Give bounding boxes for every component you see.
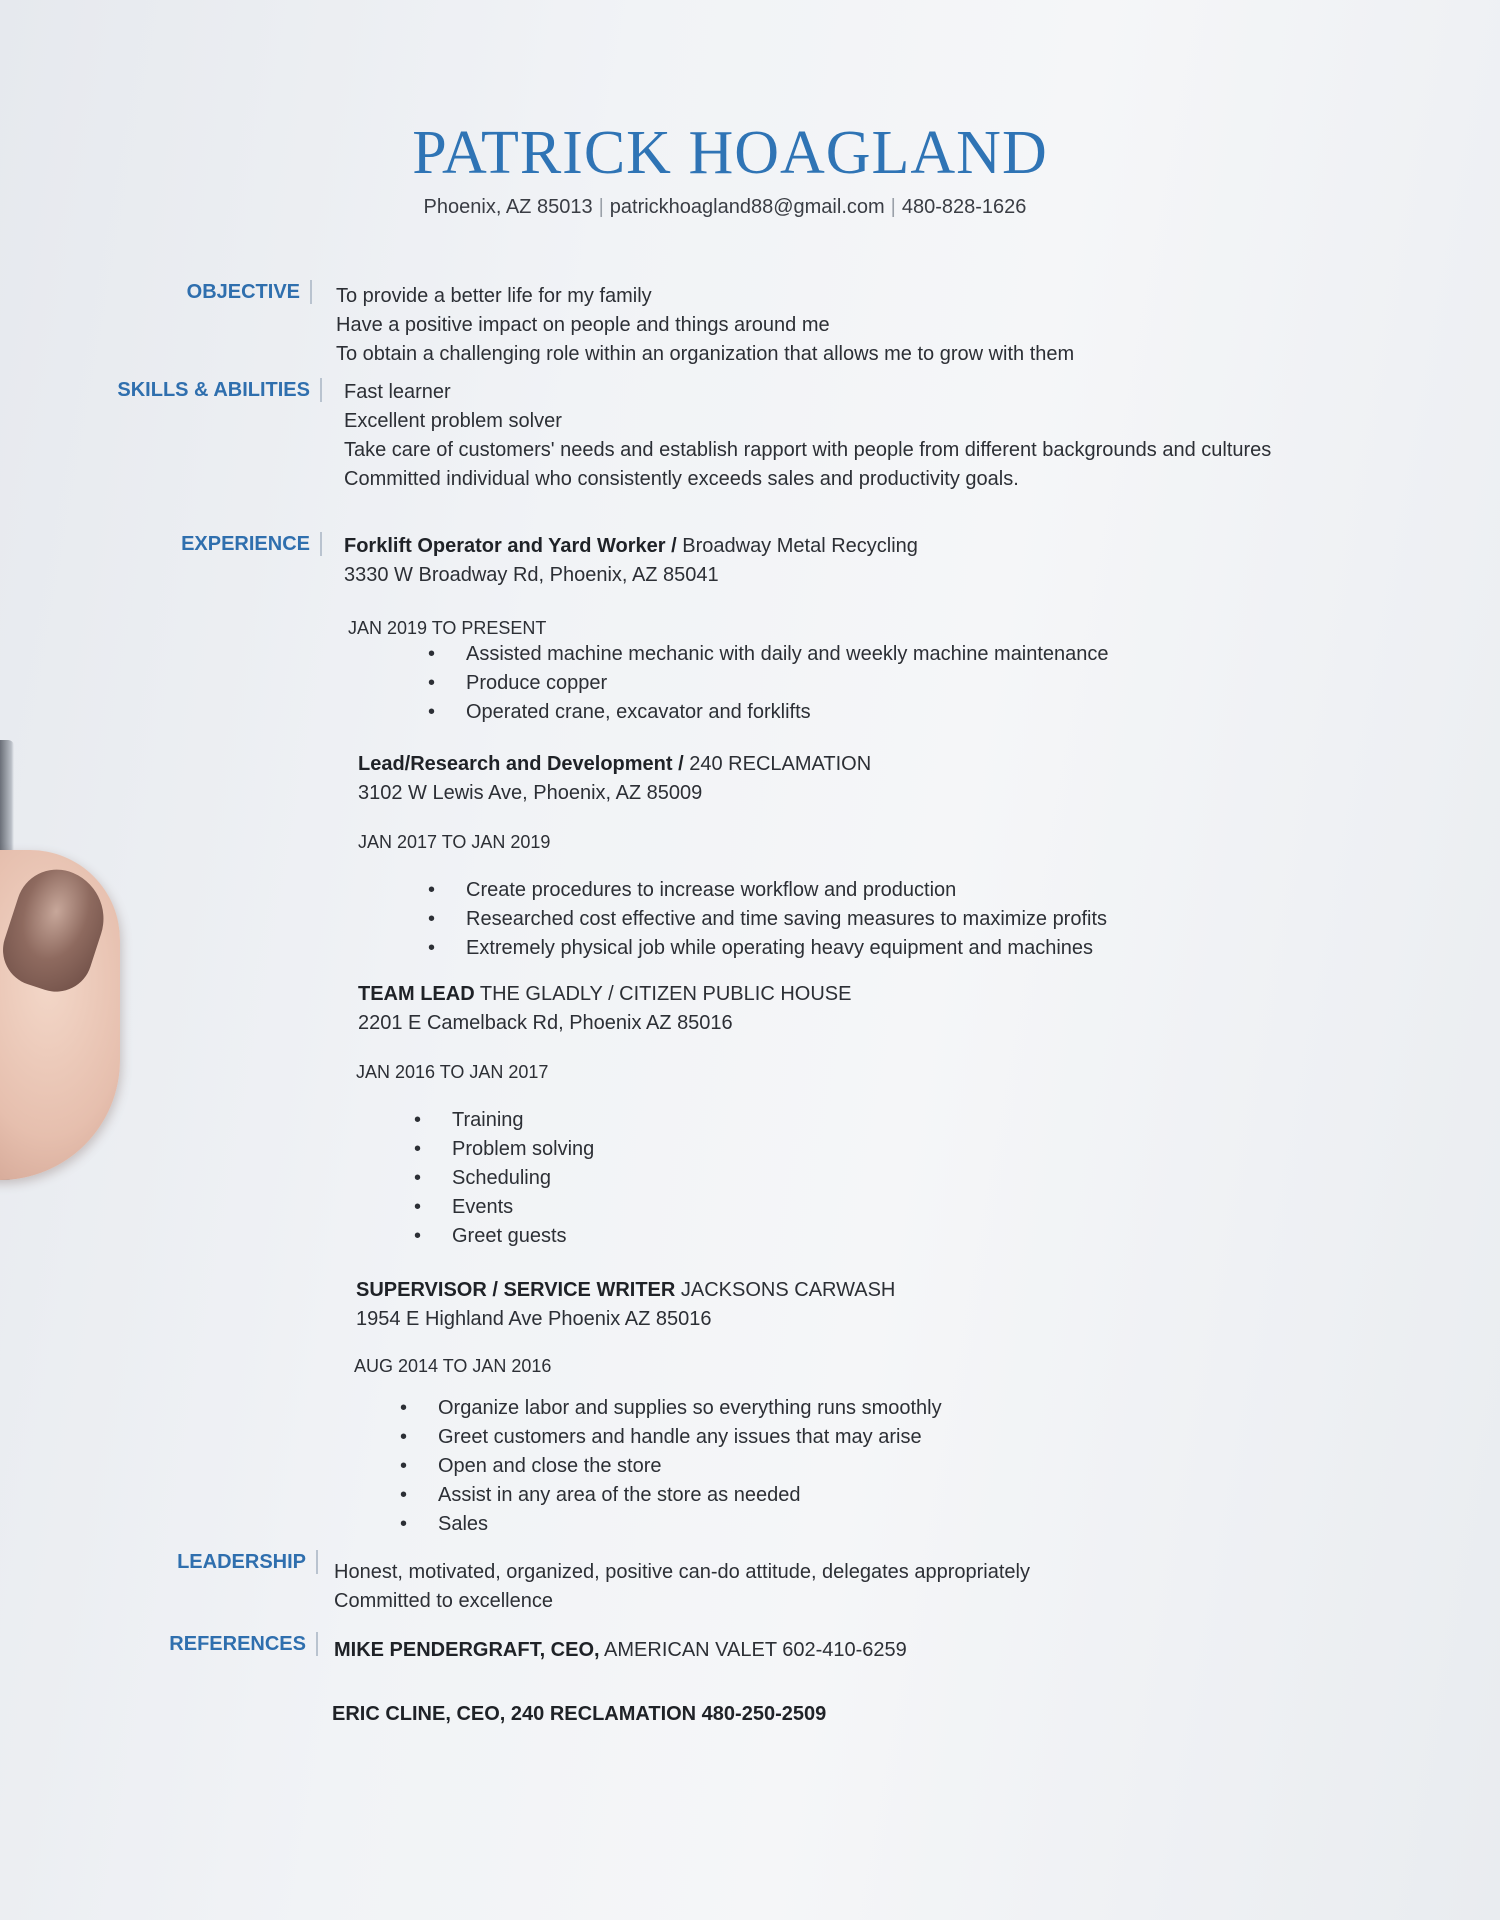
job-bullet: • Events [414, 1193, 594, 1222]
section-label-objective: OBJECTIVE [100, 280, 312, 304]
job-bullet: • Greet customers and handle any issues that may arise [400, 1423, 942, 1452]
job-title: SUPERVISOR / SERVICE WRITER [356, 1279, 676, 1301]
reference-entry [334, 1636, 907, 1665]
job-bullet: • Sales [400, 1510, 942, 1539]
job-bullet: • Operated crane, excavator and forklifts [428, 698, 1109, 727]
job-address: 2201 E Camelback Rd, Phoenix AZ 85016 [358, 1012, 733, 1034]
leadership-line: Honest, motivated, organized, positive can-do attitude, delegates appropriately [334, 1561, 1030, 1583]
job-address: 3102 W Lewis Ave, Phoenix, AZ 85009 [358, 782, 703, 804]
job-entry [358, 750, 871, 808]
job-bullet: • Open and close the store [400, 1452, 942, 1481]
job-title: Lead/Research and Development / [358, 753, 684, 775]
job-heading [358, 750, 871, 779]
job-bullets [400, 1394, 942, 1539]
section-label-leadership: LEADERSHIP [100, 1550, 318, 1574]
contact-separator: | [890, 196, 896, 218]
objective-line: Have a positive impact on people and things around me [336, 314, 830, 336]
job-bullet: • Organize labor and supplies so everything runs smoothly [400, 1394, 942, 1423]
section-label-references: REFERENCES [100, 1632, 318, 1656]
objective-text [336, 282, 1074, 369]
skills-line: Fast learner [344, 381, 451, 403]
job-bullet: • Assist in any area of the store as needed [400, 1481, 942, 1510]
leadership-text [334, 1558, 1030, 1616]
job-bullet: • Extremely physical job while operating heavy equipment and machines [428, 934, 1107, 963]
job-heading [358, 980, 851, 1009]
job-company: JACKSONS CARWASH [680, 1279, 896, 1301]
reference-name: ERIC CLINE, CEO, [332, 1703, 506, 1725]
job-bullets [414, 1106, 594, 1251]
leadership-line: Committed to excellence [334, 1590, 553, 1612]
job-bullet: • Scheduling [414, 1164, 594, 1193]
job-address: 1954 E Highland Ave Phoenix AZ 85016 [356, 1308, 712, 1330]
section-label-skills: SKILLS & ABILITIES [40, 378, 322, 402]
candidate-name: PATRICK HOAGLAND [412, 119, 1048, 187]
job-title: TEAM LEAD [358, 983, 475, 1005]
job-heading [356, 1276, 895, 1305]
skills-line: Excellent problem solver [344, 410, 562, 432]
job-bullet: • Produce copper [428, 669, 1109, 698]
job-bullet: • Problem solving [414, 1135, 594, 1164]
job-bullets [428, 876, 1107, 963]
job-bullet: • Greet guests [414, 1222, 594, 1251]
objective-line: To provide a better life for my family [336, 285, 652, 307]
contact-location: Phoenix, AZ 85013 [423, 196, 593, 218]
contact-phone: 480-828-1626 [901, 196, 1027, 218]
job-company: THE GLADLY / CITIZEN PUBLIC HOUSE [479, 983, 852, 1005]
job-entry [356, 1276, 895, 1334]
job-bullets [428, 640, 1109, 727]
reference-detail: 240 RECLAMATION 480-250-2509 [510, 1703, 827, 1725]
job-company: Broadway Metal Recycling [682, 535, 918, 557]
job-dates: JAN 2016 TO JAN 2017 [356, 1062, 549, 1082]
skills-line: Committed individual who consistently exceeds sales and productivity goals. [344, 468, 1019, 490]
skills-line: Take care of customers' needs and establish rapport with people from different backgrounds and cultures [344, 439, 1272, 461]
job-dates: JAN 2017 TO JAN 2019 [358, 832, 551, 852]
contact-separator: | [598, 196, 604, 218]
job-bullet: • Training [414, 1106, 594, 1135]
job-entry [344, 532, 918, 590]
reference-entry [332, 1700, 826, 1729]
job-company: 240 RECLAMATION [689, 753, 872, 775]
job-bullet: • Create procedures to increase workflow and production [428, 876, 1107, 905]
objective-line: To obtain a challenging role within an organization that allows me to grow with them [336, 343, 1075, 365]
reference-detail: AMERICAN VALET 602-410-6259 [604, 1639, 907, 1661]
reference-name: MIKE PENDERGRAFT, CEO, [334, 1639, 600, 1661]
job-dates: AUG 2014 TO JAN 2016 [354, 1356, 552, 1376]
contact-email[interactable]: patrickhoagland88@gmail.com [609, 196, 885, 218]
job-entry [358, 980, 851, 1038]
job-title: Forklift Operator and Yard Worker / [344, 535, 677, 557]
section-label-experience: EXPERIENCE [100, 532, 322, 556]
skills-text [344, 378, 1271, 494]
contact-line [0, 196, 1450, 219]
job-bullet: • Assisted machine mechanic with daily and weekly machine maintenance [428, 640, 1109, 669]
job-heading [344, 532, 918, 561]
job-address: 3330 W Broadway Rd, Phoenix, AZ 85041 [344, 564, 719, 586]
job-dates: JAN 2019 TO PRESENT [348, 618, 547, 638]
job-bullet: • Researched cost effective and time saving measures to maximize profits [428, 905, 1107, 934]
